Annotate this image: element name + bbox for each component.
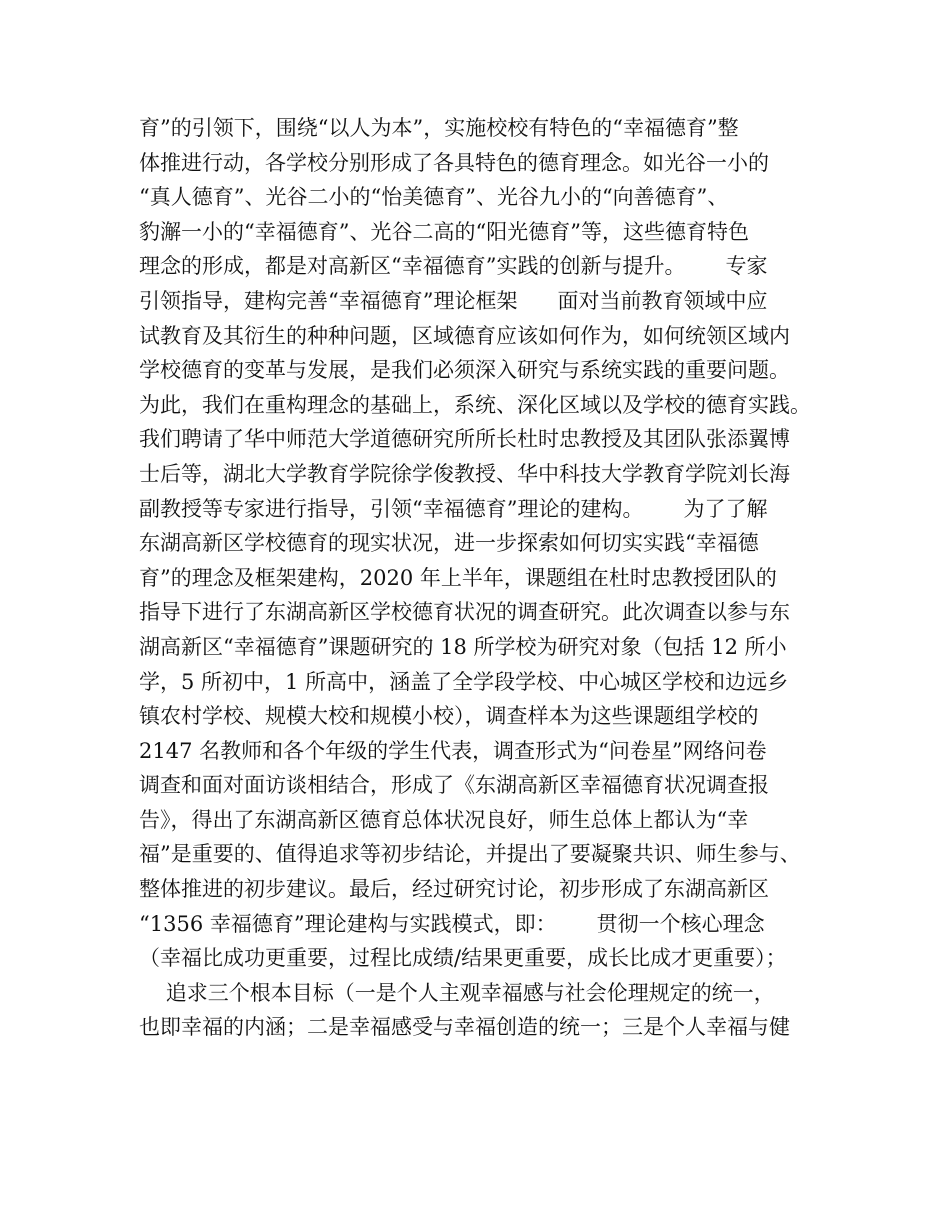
text-line: 试教育及其衍生的种种问题，区域德育应该如何作为，如何统领区域内 [139, 323, 790, 348]
text-line: 为此，我们在重构理念的基础上，系统、深化区域以及学校的德育实践。 [139, 392, 811, 417]
text-line: 学，5 所初中，1 所高中，涵盖了全学段学校、中心城区学校和边远乡 [139, 669, 789, 694]
text-line: 镇农村学校、规模大校和规模小校），调查样本为这些课题组学校的 [139, 704, 759, 729]
body-text [139, 111, 829, 1045]
text-line: 福”是重要的、值得追求等初步结论，并提出了要凝聚共识、师生参与、 [139, 842, 801, 867]
text-line: 湖高新区“幸福德育”课题研究的 18 所学校为研究对象（包括 12 所小 [139, 634, 787, 659]
text-line: （幸福比成功更重要，过程比成绩/结果更重要，成长比成才更重要）； [139, 946, 787, 971]
text-line: 引领指导，建构完善“幸福德育”理论框架 面对当前教育领域中应 [139, 288, 768, 313]
text-line: 2147 名教师和各个年级的学生代表，调查形式为“问卷星”网络问卷 [139, 738, 767, 763]
text-line: “1356 幸福德育”理论建构与实践模式，即： 贯彻一个核心理念 [139, 911, 765, 936]
text-line: 学校德育的变革与发展，是我们必须深入研究与系统实践的重要问题。 [139, 358, 790, 383]
text-line: 追求三个根本目标（一是个人主观幸福感与社会伦理规定的统一， [139, 980, 775, 1005]
text-line: 体推进行动，各学校分别形成了各具特色的德育理念。如光谷一小的 [139, 150, 769, 175]
text-line: 指导下进行了东湖高新区学校德育状况的调查研究。此次调查以参与东 [139, 600, 790, 625]
text-line: 告》，得出了东湖高新区德育总体状况良好，师生总体上都认为“幸 [139, 807, 749, 832]
text-line: 育”的理念及框架建构，2020 年上半年，课题组在杜时忠教授团队的 [139, 565, 777, 590]
text-line: 调查和面对面访谈相结合，形成了《东湖高新区幸福德育状况调查报 [139, 773, 769, 798]
text-line: 也即幸福的内涵；二是幸福感受与幸福创造的统一；三是个人幸福与健 [139, 1015, 790, 1040]
text-line: 整体推进的初步建议。最后，经过研究讨论，初步形成了东湖高新区 [139, 877, 769, 902]
text-line: 豹澥一小的“幸福德育”、光谷二高的“阳光德育”等，这些德育特色 [139, 219, 749, 244]
text-line: 理念的形成，都是对高新区“幸福德育”实践的创新与提升。 专家 [139, 254, 768, 279]
text-line: 东湖高新区学校德育的现实状况，进一步探索如何切实实践“幸福德 [139, 531, 759, 556]
text-line: 我们聘请了华中师范大学道德研究所所长杜时忠教授及其团队张添翼博 [139, 427, 790, 452]
text-line: 育”的引领下，围绕“以人为本”，实施校校有特色的“幸福德育”整 [139, 116, 739, 140]
text-line: 副教授等专家进行指导，引领“幸福德育”理论的建构。 为了了解 [139, 496, 768, 521]
text-line: “真人德育”、光谷二小的“怡美德育”、光谷九小的“向善德育”、 [139, 185, 729, 210]
text-line: 士后等，湖北大学教育学院徐学俊教授、华中科技大学教育学院刘长海 [139, 461, 790, 486]
